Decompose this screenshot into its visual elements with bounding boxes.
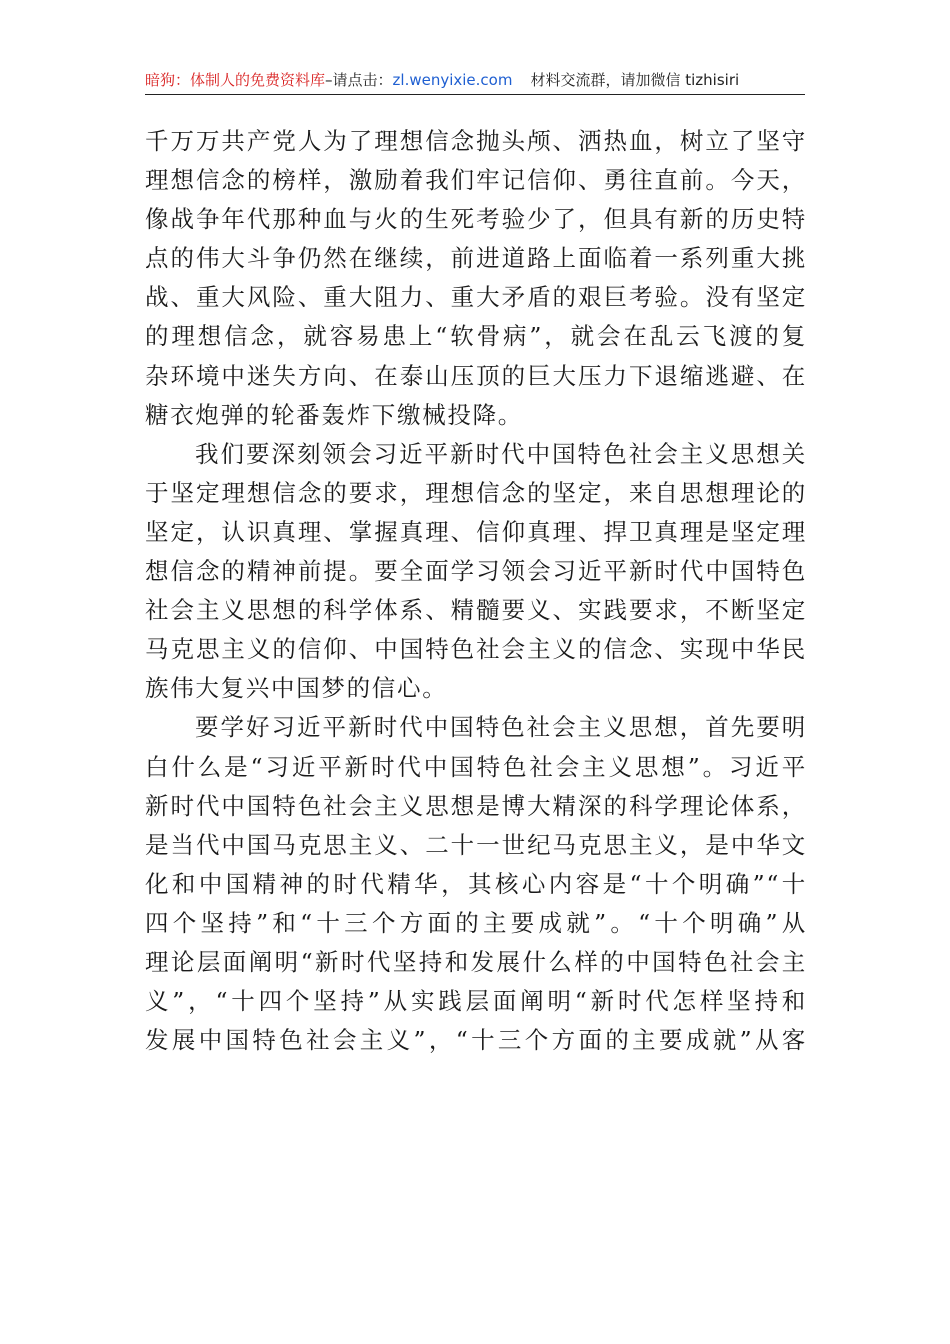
text-line: 千万万共产党人为了理想信念抛头颅、洒热血，树立了坚守 bbox=[145, 127, 807, 155]
paragraph-3 bbox=[145, 708, 807, 1060]
text-line: 战、重大风险、重大阻力、重大矛盾的艰巨考验。没有坚定 bbox=[145, 283, 807, 312]
text-line: 义”，“十四个坚持”从实践层面阐明“新时代怎样坚持和 bbox=[145, 987, 807, 1016]
text-line: 理想信念的榜样，激励着我们牢记信仰、勇往直前。今天， bbox=[145, 166, 807, 195]
text-line: 白什么是“习近平新时代中国特色社会主义思想”。习近平 bbox=[145, 752, 807, 781]
paragraph-1 bbox=[145, 122, 807, 435]
text-line: 想信念的精神前提。要全面学习领会习近平新时代中国特色 bbox=[145, 557, 807, 586]
text-line: 点的伟大斗争仍然在继续，前进道路上面临着一系列重大挑 bbox=[145, 244, 807, 273]
text-line: 新时代中国特色社会主义思想是博大精深的科学理论体系， bbox=[145, 791, 807, 820]
page-header bbox=[145, 68, 805, 95]
text-line: 马克思主义的信仰、中国特色社会主义的信念、实现中华民 bbox=[145, 635, 807, 664]
text-line: 的理想信念，就容易患上“软骨病”，就会在乱云飞渡的复 bbox=[145, 322, 807, 351]
header-group-note: 材料交流群，请加微信 tizhisiri bbox=[530, 71, 740, 89]
text-line: 是当代中国马克思主义、二十一世纪马克思主义，是中华文 bbox=[145, 830, 807, 859]
text-line: 坚定，认识真理、掌握真理、信仰真理、捍卫真理是坚定理 bbox=[145, 517, 807, 546]
header-brand: 暗狗：体制人的免费资料库 bbox=[145, 71, 326, 89]
text-line: 族伟大复兴中国梦的信心。 bbox=[145, 674, 448, 703]
header-link[interactable]: zl.wenyixie.com bbox=[392, 71, 513, 89]
text-line: 于坚定理想信念的要求，理想信念的坚定，来自思想理论的 bbox=[145, 478, 807, 507]
text-line: 化和中国精神的时代精华，其核心内容是“十个明确”“十 bbox=[145, 869, 807, 898]
text-line: 我们要深刻领会习近平新时代中国特色社会主义思想关 bbox=[195, 439, 807, 468]
header-prompt: –请点击： bbox=[325, 71, 393, 89]
text-line: 理论层面阐明“新时代坚持和发展什么样的中国特色社会主 bbox=[145, 947, 807, 976]
text-line: 糖衣炮弹的轮番轰炸下缴械投降。 bbox=[145, 400, 523, 429]
text-line: 要学好习近平新时代中国特色社会主义思想，首先要明 bbox=[195, 713, 807, 742]
text-line: 杂环境中迷失方向、在泰山压顶的巨大压力下退缩逃避、在 bbox=[145, 361, 807, 390]
paragraph-2 bbox=[145, 435, 807, 709]
document-body bbox=[145, 122, 807, 1060]
text-line: 社会主义思想的科学体系、精髓要义、实践要求，不断坚定 bbox=[145, 596, 807, 625]
text-line: 发展中国特色社会主义”，“十三个方面的主要成就”从客 bbox=[145, 1026, 807, 1055]
text-line: 像战争年代那种血与火的生死考验少了，但具有新的历史特 bbox=[145, 205, 807, 234]
text-line: 四个坚持”和“十三个方面的主要成就”。“十个明确”从 bbox=[145, 908, 807, 937]
